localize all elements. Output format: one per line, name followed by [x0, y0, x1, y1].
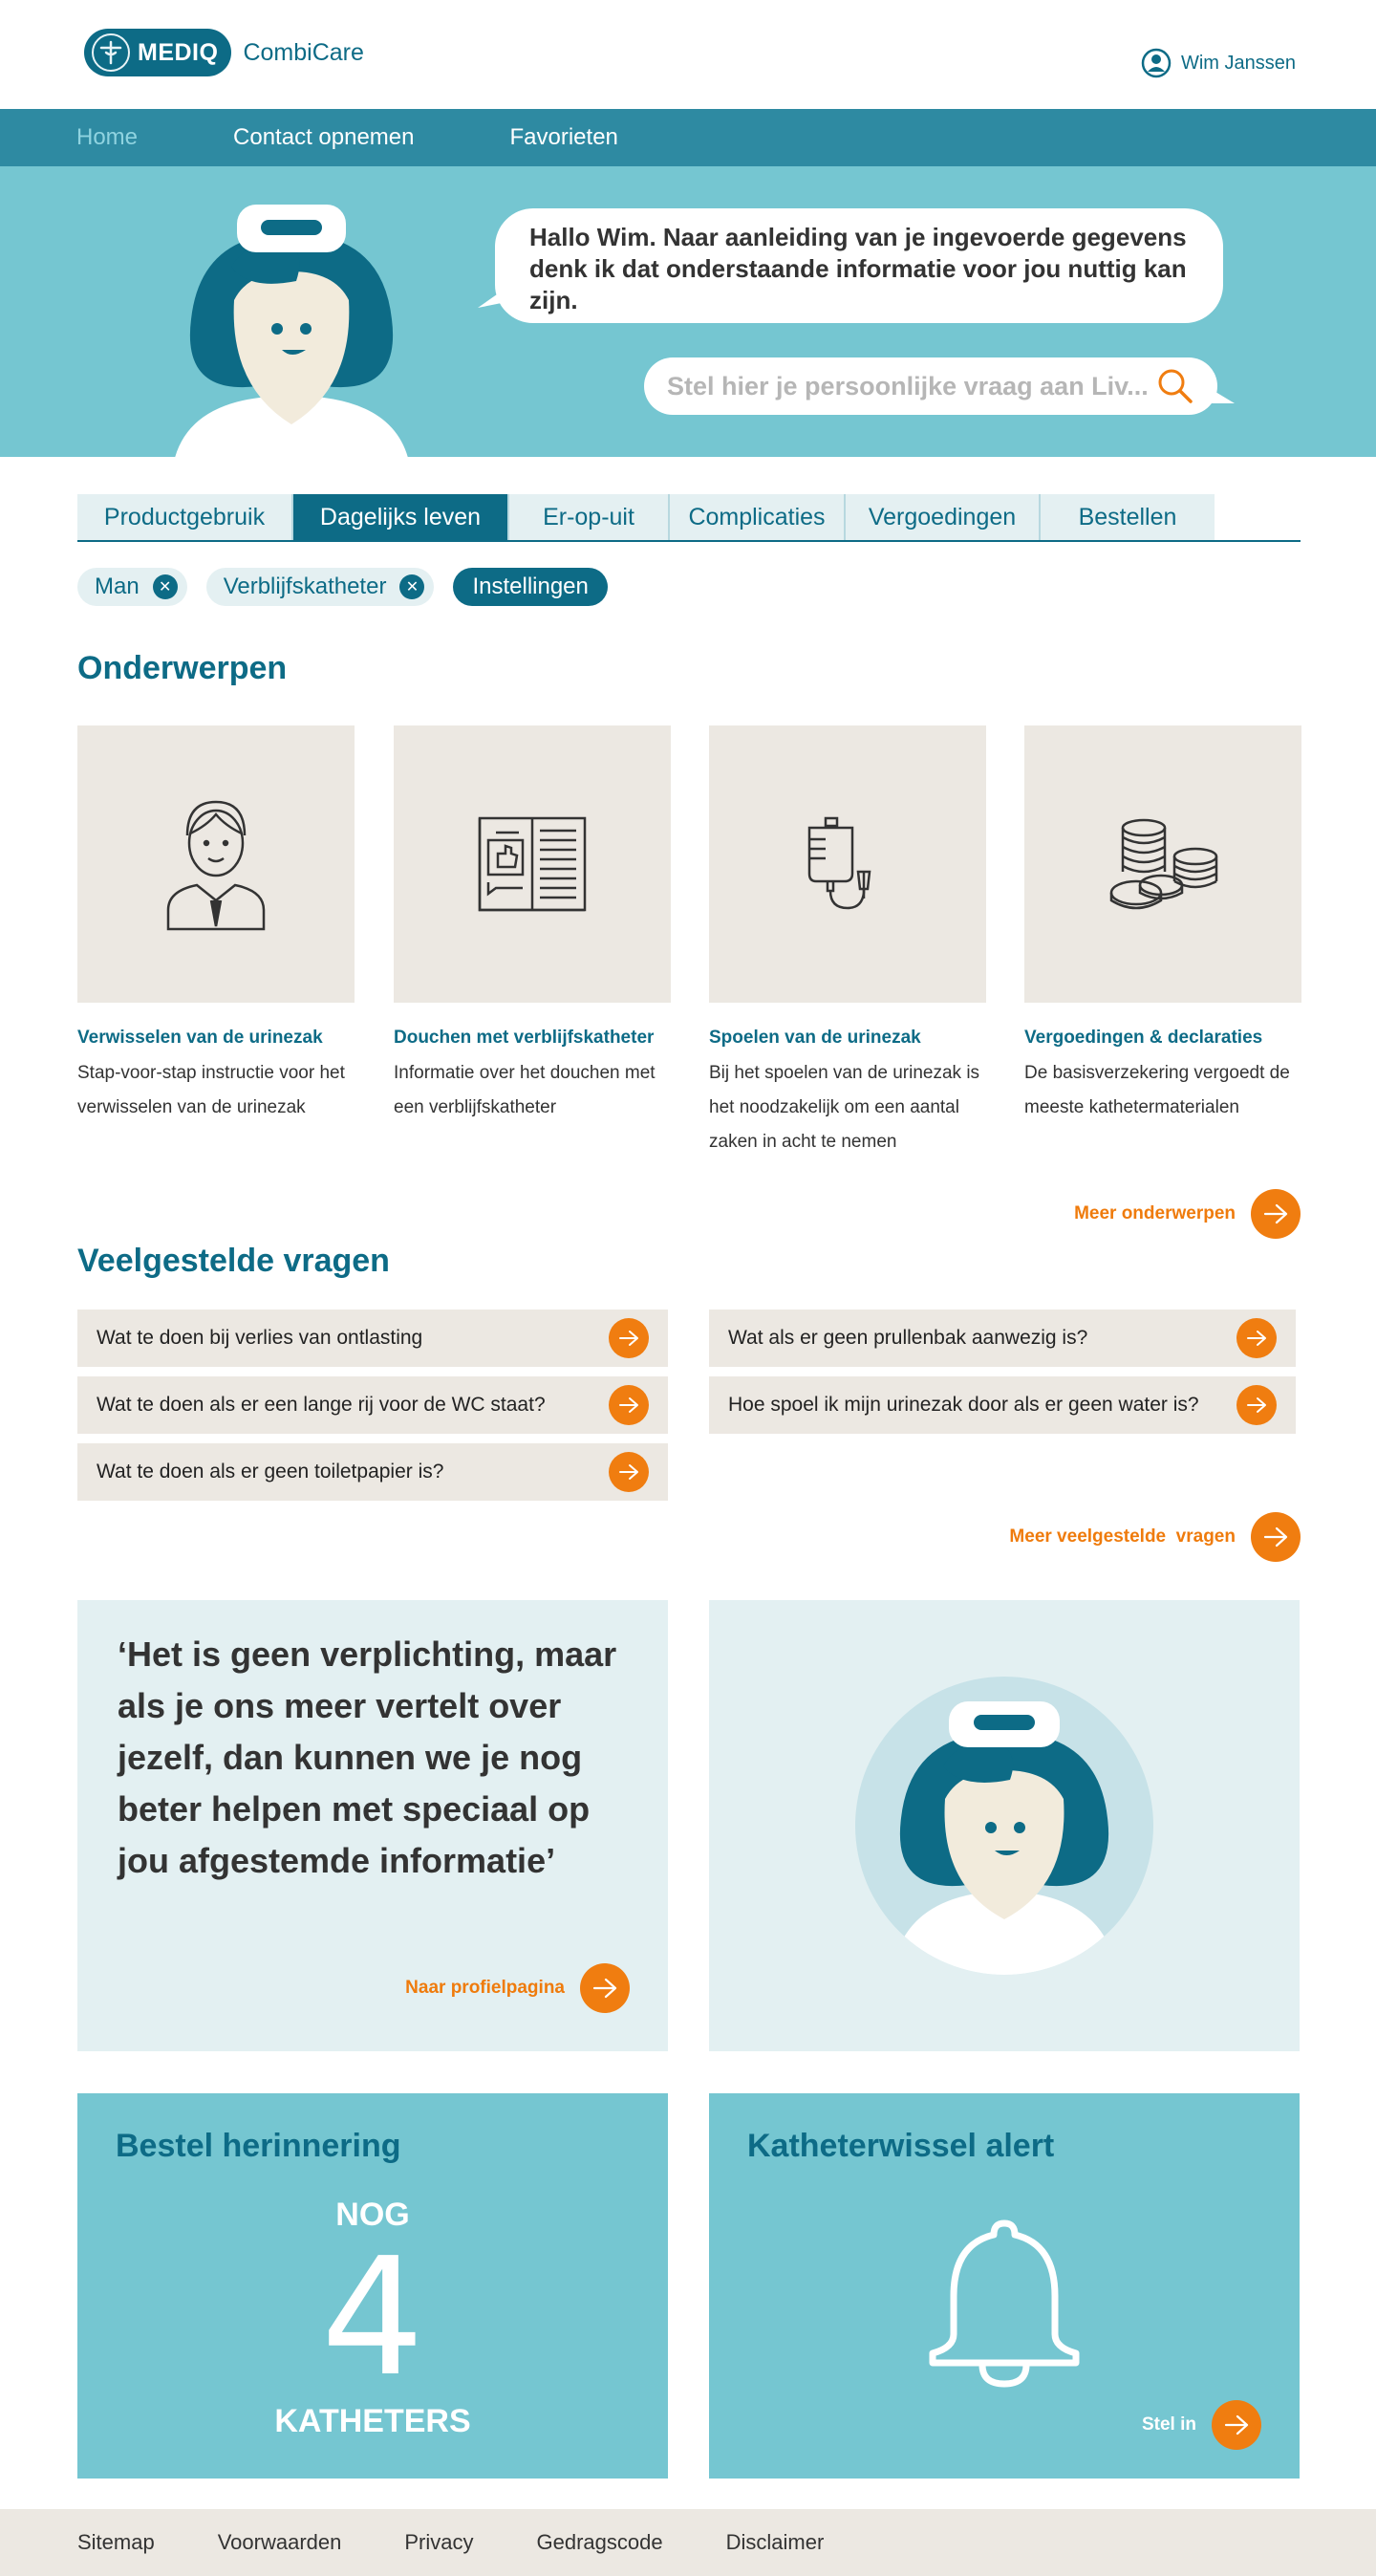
arrow-right-icon[interactable] [1212, 2400, 1261, 2450]
topic-desc: Bij het spoelen van de urinezak is het noodzakelijk om een aantal zaken in acht te nemen [709, 1063, 980, 1152]
bell-icon [925, 2219, 1084, 2388]
topic-image [394, 725, 671, 1003]
nurse-avatar-icon [162, 195, 420, 457]
faq-item[interactable] [709, 1376, 1296, 1434]
topic-desc: Informatie over het douchen met een verblijfskatheter [394, 1063, 656, 1117]
footer [0, 2509, 1376, 2576]
filter-chips [77, 568, 627, 606]
user-name: Wim Janssen [1180, 52, 1296, 74]
search-tail-icon [1206, 386, 1235, 415]
faq-heading: Veelgestelde vragen [77, 1243, 390, 1279]
faq-question: Wat als er geen prullenbak aanwezig is? [728, 1327, 1088, 1349]
widget-title: Bestel herinnering [116, 2128, 401, 2164]
remove-chip-icon[interactable]: ✕ [399, 574, 424, 599]
tab-er-op-uit[interactable]: Er-op-uit [509, 494, 670, 540]
arrow-right-icon[interactable] [609, 1452, 649, 1492]
chip-verblijfskatheter [206, 568, 435, 606]
chip-label: Verblijfskatheter [223, 574, 387, 599]
topic-title: Spoelen van de urinezak [709, 1028, 921, 1048]
footer-link-voorwaarden[interactable]: Voorwaarden [217, 2530, 342, 2554]
arrow-right-icon[interactable] [609, 1385, 649, 1425]
logo-pill [84, 29, 231, 76]
footer-link-sitemap[interactable]: Sitemap [77, 2530, 155, 2554]
nav-home[interactable]: Home [76, 124, 139, 150]
arrow-right-icon[interactable] [1236, 1385, 1277, 1425]
book-icon [477, 813, 588, 915]
topic-image [1024, 725, 1301, 1003]
main-nav [0, 109, 1376, 166]
faq-question: Hoe spoel ik mijn urinezak door als er geen water is? [728, 1394, 1199, 1416]
more-topics-label: Meer onderwerpen [1074, 1203, 1236, 1223]
header [0, 0, 1376, 109]
assistant-search-input[interactable] [667, 372, 1156, 401]
faq-question: Wat te doen als er geen toiletpapier is? [97, 1461, 444, 1483]
catheter-alert-widget [709, 2093, 1300, 2479]
nav-contact[interactable]: Contact opnemen [233, 124, 415, 150]
widget-title: Katheterwissel alert [747, 2128, 1055, 2164]
chip-instellingen[interactable] [453, 568, 607, 606]
topic-card[interactable] [77, 725, 355, 1125]
arrow-right-icon[interactable] [1251, 1189, 1301, 1239]
topic-title: Verwisselen van de urinezak [77, 1028, 323, 1048]
faq-question: Wat te doen als er een lange rij voor de WC staat? [97, 1394, 546, 1416]
assistant-search [644, 357, 1217, 415]
arrow-right-icon[interactable] [1251, 1512, 1301, 1562]
faq-item[interactable] [77, 1310, 668, 1367]
footer-link-gedragscode[interactable]: Gedragscode [536, 2530, 663, 2554]
tab-complicaties[interactable]: Complicaties [670, 494, 846, 540]
topic-card[interactable] [709, 725, 986, 1159]
chip-label: Instellingen [472, 574, 589, 599]
mediq-cross-icon [92, 33, 130, 72]
topic-desc: De basisverzekering vergoedt de meeste kathetermaterialen [1024, 1063, 1290, 1117]
reminder-count: 4 [320, 2223, 425, 2413]
more-faq-label: Meer veelgestelde vragen [1009, 1526, 1236, 1547]
tab-bestellen[interactable]: Bestellen [1041, 494, 1215, 540]
tab-vergoedingen[interactable]: Vergoedingen [846, 494, 1041, 540]
logo[interactable] [84, 29, 364, 76]
topic-title: Douchen met verblijfskatheter [394, 1028, 655, 1048]
category-tabs [77, 494, 1301, 542]
chip-man [77, 568, 187, 606]
avatar-card [709, 1600, 1300, 2051]
topics-heading: Onderwerpen [77, 650, 288, 686]
quote-text: ‘Het is geen verplichting, maar als je ons meer vertelt over jezelf, dan kunnen we je nog beter helpen met speciaal op jou afgestemde informatie’ [118, 1634, 617, 1880]
set-alert-label: Stel in [1141, 2414, 1196, 2435]
search-icon[interactable] [1156, 367, 1194, 405]
logo-brand: MEDIQ [138, 38, 219, 66]
man-icon [163, 797, 269, 931]
profile-link-label: Naar profielpagina [405, 1978, 565, 1998]
remove-chip-icon[interactable]: ✕ [153, 574, 178, 599]
order-reminder-widget[interactable] [77, 2093, 668, 2479]
coins-icon [1107, 816, 1218, 912]
footer-link-disclaimer[interactable]: Disclaimer [725, 2530, 825, 2554]
topic-card[interactable] [1024, 725, 1301, 1125]
arrow-right-icon[interactable] [580, 1963, 630, 2013]
topic-image [709, 725, 986, 1003]
user-icon [1141, 48, 1172, 78]
iv-bag-icon [805, 816, 891, 912]
reminder-prefix: NOG [335, 2197, 410, 2233]
arrow-right-icon[interactable] [1236, 1318, 1277, 1358]
topic-title: Vergoedingen & declaraties [1024, 1028, 1263, 1048]
topic-image [77, 725, 355, 1003]
faq-item[interactable] [709, 1310, 1296, 1367]
logo-product: CombiCare [243, 38, 364, 66]
nav-favorites[interactable]: Favorieten [509, 124, 618, 150]
assistant-message: Hallo Wim. Naar aanleiding van je ingevoerde gegevens denk ik dat onderstaande informatie voor jou nuttig kan zijn. [495, 208, 1223, 323]
footer-link-privacy[interactable]: Privacy [404, 2530, 474, 2554]
user-account[interactable] [1141, 48, 1296, 78]
tab-productgebruik[interactable]: Productgebruik [77, 494, 293, 540]
nurse-avatar-icon [853, 1675, 1155, 1977]
faq-item[interactable] [77, 1376, 668, 1434]
chip-label: Man [95, 574, 140, 599]
hero [0, 166, 1376, 457]
faq-question: Wat te doen bij verlies van ontlasting [97, 1327, 423, 1349]
topic-desc: Stap-voor-stap instructie voor het verwisselen van de urinezak [77, 1063, 345, 1117]
profile-link[interactable] [405, 1963, 630, 2013]
reminder-suffix: KATHETERS [274, 2403, 471, 2439]
faq-item[interactable] [77, 1443, 668, 1501]
more-faq-link[interactable] [1009, 1512, 1301, 1562]
arrow-right-icon[interactable] [609, 1318, 649, 1358]
tab-dagelijks-leven[interactable]: Dagelijks leven [293, 494, 509, 540]
profile-quote-card [77, 1600, 668, 2051]
topic-card[interactable] [394, 725, 671, 1125]
set-alert-link[interactable] [1142, 2400, 1261, 2450]
more-topics-link[interactable] [1074, 1189, 1301, 1239]
